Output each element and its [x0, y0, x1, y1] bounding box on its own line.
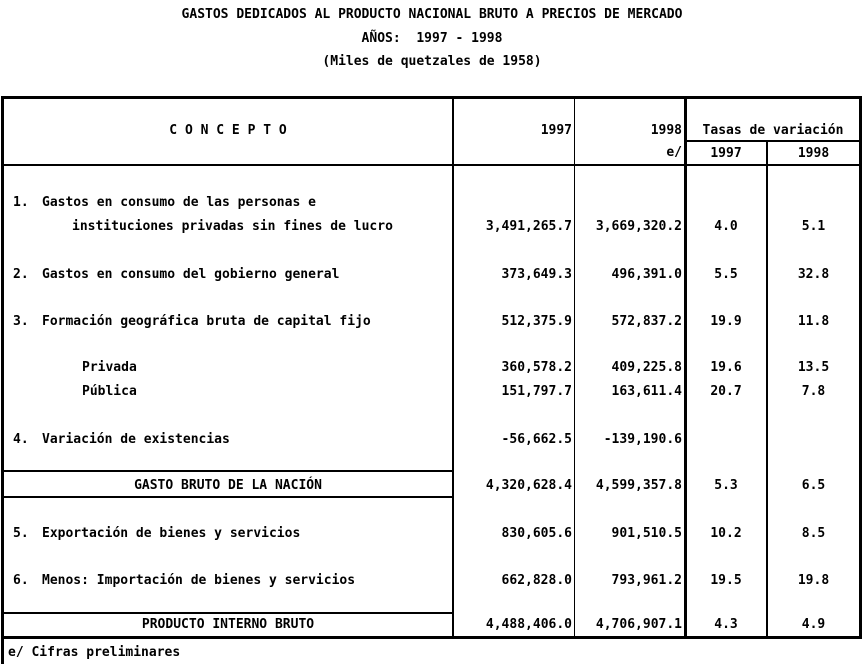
row-label: Pública — [82, 384, 137, 399]
rate-1997: 19.9 — [710, 314, 742, 329]
header-bottom-rule — [4, 164, 859, 166]
row-number: 1. — [13, 195, 29, 210]
row-label: Variación de existencias — [42, 432, 230, 447]
rate-1997: 4.0 — [714, 219, 738, 234]
value-1998: -139,190.6 — [603, 432, 682, 447]
producto-interno-box-top-rule — [4, 612, 454, 614]
row-label: Formación geográfica bruta de capital fijo — [42, 314, 371, 329]
row-label: Menos: Importación de bienes y servicios — [42, 573, 356, 588]
data-table — [1, 96, 862, 639]
value-1997: 151,797.7 — [501, 384, 572, 399]
value-1997: 662,828.0 — [501, 573, 572, 588]
row-label-continuation: instituciones privadas sin fines de lucro — [72, 219, 393, 234]
value-1997: 830,605.6 — [501, 526, 572, 541]
row-label: Privada — [82, 360, 137, 375]
header-tasas-1998: 1998 — [797, 146, 830, 161]
footnote-left-rule — [1, 639, 4, 664]
row-number: 4. — [13, 432, 29, 447]
value-1998: 4,706,907.1 — [595, 617, 682, 632]
value-1997: 4,488,406.0 — [485, 617, 572, 632]
rate-1998: 32.8 — [797, 267, 830, 282]
value-1997: 360,578.2 — [501, 360, 572, 375]
header-1998: 1998 — [650, 123, 682, 138]
divider-1997-1998 — [574, 99, 575, 636]
header-tasas-1997: 1997 — [710, 146, 742, 161]
value-1997: 512,375.9 — [501, 314, 572, 329]
rate-1997: 19.5 — [710, 573, 742, 588]
value-1998: 572,837.2 — [611, 314, 682, 329]
gasto-bruto-box-top-rule — [4, 470, 454, 472]
document-title: GASTOS DEDICADOS AL PRODUCTO NACIONAL BRUTO A PRECIOS DE MERCADO — [181, 7, 683, 22]
row-number: 2. — [13, 267, 29, 282]
rate-1998: 7.8 — [801, 384, 826, 399]
total-label: PRODUCTO INTERNO BRUTO — [141, 617, 315, 632]
row-label: Gastos en consumo de las personas e — [42, 195, 316, 210]
value-1997: 3,491,265.7 — [485, 219, 572, 234]
rate-1998: 5.1 — [801, 219, 826, 234]
rate-1997: 4.3 — [714, 617, 738, 632]
row-label: Exportación de bienes y servicios — [42, 526, 301, 541]
rate-1997: 20.7 — [710, 384, 742, 399]
value-1998: 496,391.0 — [611, 267, 682, 282]
rate-1997: 10.2 — [710, 526, 742, 541]
tasas-subheader-rule — [684, 140, 859, 142]
document-subtitle-years: AÑOS: 1997 - 1998 — [361, 31, 503, 46]
rate-1998: 8.5 — [801, 526, 826, 541]
rate-1998: 6.5 — [801, 478, 826, 493]
value-1998: 163,611.4 — [611, 384, 682, 399]
header-tasas: Tasas de variación — [702, 123, 844, 138]
divider-concepto-1997 — [452, 99, 454, 636]
rate-1997: 5.5 — [714, 267, 738, 282]
row-number: 3. — [13, 314, 29, 329]
row-number: 5. — [13, 526, 29, 541]
rate-1998: 13.5 — [797, 360, 830, 375]
rate-1998: 19.8 — [797, 573, 830, 588]
value-1998: 901,510.5 — [611, 526, 682, 541]
value-1998: 3,669,320.2 — [595, 219, 682, 234]
value-1998: 793,961.2 — [611, 573, 682, 588]
footnote: e/ Cifras preliminares — [8, 645, 181, 660]
value-1998: 409,225.8 — [611, 360, 682, 375]
subtotal-label: GASTO BRUTO DE LA NACIÓN — [134, 478, 322, 493]
rate-1997: 19.6 — [710, 360, 742, 375]
row-number: 6. — [13, 573, 29, 588]
value-1998: 4,599,357.8 — [595, 478, 682, 493]
rate-1998: 4.9 — [801, 617, 826, 632]
rate-1997: 5.3 — [714, 478, 738, 493]
header-1997: 1997 — [540, 123, 572, 138]
document-subtitle-units: (Miles de quetzales de 1958) — [322, 54, 542, 69]
rate-1998: 11.8 — [797, 314, 830, 329]
header-concepto: C O N C E P T O — [169, 123, 287, 138]
row-label: Gastos en consumo del gobierno general — [42, 267, 340, 282]
value-1997: 373,649.3 — [501, 267, 572, 282]
value-1997: -56,662.5 — [501, 432, 572, 447]
value-1997: 4,320,628.4 — [485, 478, 572, 493]
header-1998-note: e/ — [666, 145, 682, 160]
gasto-bruto-box-bottom-rule — [4, 496, 454, 498]
